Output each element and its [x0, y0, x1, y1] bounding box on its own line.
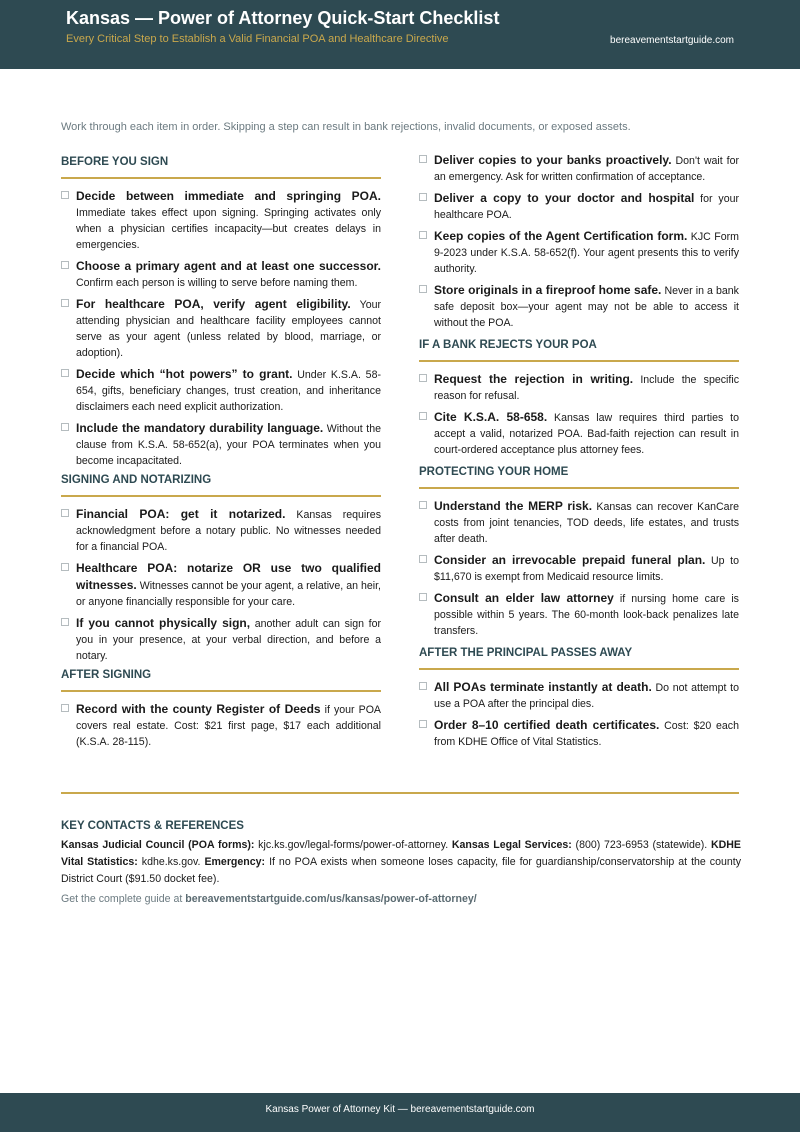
- item-text: if your POA covers real estate. Cost: $21 first page, $17 each additional (K.S.A. 28-115).: [76, 704, 381, 748]
- checklist-item: [419, 498, 739, 547]
- item-text: Don't wait for an emergency. Ask for written confirmation of acceptance.: [434, 155, 740, 183]
- intro-text: Work through each item in order. Skipping a step can result in bank rejections, invalid documents, or exposed assets.: [61, 121, 631, 133]
- checklist-item: [61, 701, 381, 750]
- checklist-item: [61, 188, 381, 253]
- contacts-text: [61, 837, 741, 888]
- section-heading: AFTER SIGNING: [61, 669, 381, 692]
- item-lead: Decide which “hot powers” to grant.: [76, 367, 293, 381]
- checkbox-icon[interactable]: [419, 555, 427, 563]
- checkbox-icon[interactable]: [61, 509, 69, 517]
- checkbox-icon[interactable]: [61, 369, 69, 377]
- checklist-item: [419, 228, 739, 277]
- checkbox-icon[interactable]: [61, 704, 69, 712]
- checkbox-icon[interactable]: [61, 423, 69, 431]
- right-column: [419, 152, 739, 755]
- kjc-label: Kansas Judicial Council (POA forms):: [61, 839, 255, 851]
- page-header: [0, 0, 800, 69]
- checkbox-icon[interactable]: [419, 374, 427, 382]
- item-lead: Financial POA: get it notarized.: [76, 507, 286, 521]
- checkbox-icon[interactable]: [61, 191, 69, 199]
- checklist-item: [419, 409, 739, 458]
- kjc-value[interactable]: kjc.ks.gov/legal-forms/power-of-attorney.: [254, 839, 452, 851]
- item-lead: Understand the MERP risk.: [434, 499, 593, 513]
- section-heading: BEFORE YOU SIGN: [61, 156, 381, 179]
- checklist-item: [61, 615, 381, 664]
- kls-label: Kansas Legal Services:: [451, 839, 572, 851]
- item-lead: Consider an irrevocable prepaid funeral plan.: [434, 553, 706, 567]
- checkbox-icon[interactable]: [61, 563, 69, 571]
- checkbox-icon[interactable]: [419, 285, 427, 293]
- checklist-item: [419, 590, 739, 639]
- section-divider: [61, 792, 739, 794]
- item-text: if nursing home care is possible within 5 years. The 60-month look-back penalizes late transfers.: [434, 593, 739, 637]
- checklist-item: [419, 282, 739, 331]
- guide-prefix: Get the complete guide at: [61, 893, 186, 905]
- key-contacts: [61, 820, 741, 908]
- checkbox-icon[interactable]: [419, 193, 427, 201]
- checklist-item: [61, 258, 381, 291]
- contacts-heading: KEY CONTACTS & REFERENCES: [61, 820, 244, 832]
- item-lead: Order 8–10 certified death certificates.: [434, 718, 660, 732]
- item-text: Without the clause from K.S.A. 58-652(a), your POA terminates when you become incapacitated.: [76, 423, 381, 467]
- item-text: Under K.S.A. 58-654, gifts, beneficiary changes, trust creation, and inheritance disclaimers each need explicit authorization.: [76, 369, 381, 413]
- checkbox-icon[interactable]: [419, 412, 427, 420]
- item-text: Witnesses cannot be your agent, a relative, an heir, or anyone financially responsible for your care.: [76, 580, 381, 608]
- section-heading: PROTECTING YOUR HOME: [419, 466, 739, 489]
- item-text: Up to $11,670 is exempt from Medicaid resource limits.: [434, 555, 740, 583]
- checklist-item: [419, 190, 739, 223]
- page-subtitle: Every Critical Step to Establish a Valid Financial POA and Healthcare Directive: [66, 33, 449, 45]
- item-lead: Healthcare POA: notarize OR use two qualified witnesses.: [76, 561, 381, 592]
- item-text: Immediate takes effect upon signing. Springing activates only when a physician certifies incapacity—but creates delays in emergencies.: [76, 207, 381, 251]
- checkbox-icon[interactable]: [419, 231, 427, 239]
- item-text: KJC Form 9-2023 under K.S.A. 58-652(f). Your agent presents this to verify authority.: [434, 231, 739, 275]
- checklist-item: [61, 506, 381, 555]
- emergency-value: If no POA exists when someone loses capacity, file for guardianship/conservatorship at the county District Court ($91.50 docket fee).: [61, 856, 741, 885]
- kdhe-value[interactable]: kdhe.ks.gov.: [137, 856, 205, 868]
- section-heading: AFTER THE PRINCIPAL PASSES AWAY: [419, 647, 739, 670]
- checkbox-icon[interactable]: [419, 593, 427, 601]
- item-text: Include the specific reason for refusal.: [434, 374, 739, 402]
- item-lead: Store originals in a fireproof home safe.: [434, 283, 662, 297]
- guide-line: [61, 891, 741, 908]
- checkbox-icon[interactable]: [419, 682, 427, 690]
- item-text: Your attending physician and healthcare facility employees cannot serve as your agent (unless related by blood, marriage, or adoption).: [76, 299, 382, 359]
- item-lead: Cite K.S.A. 58-658.: [434, 410, 548, 424]
- checklist-item: [419, 717, 739, 750]
- page-footer: Kansas Power of Attorney Kit — bereavementstartguide.com: [0, 1093, 800, 1132]
- checkbox-icon[interactable]: [61, 299, 69, 307]
- item-lead: For healthcare POA, verify agent eligibility.: [76, 297, 351, 311]
- checklist-item: [61, 420, 381, 469]
- checklist-item: [61, 560, 381, 610]
- checkbox-icon[interactable]: [61, 261, 69, 269]
- kdhe-label: KDHE Vital Statistics:: [61, 839, 741, 868]
- item-lead: Deliver copies to your banks proactively.: [434, 153, 672, 167]
- emergency-label: Emergency:: [204, 856, 266, 868]
- item-text: another adult can sign for you in your presence, at your verbal direction, and before a notary.: [76, 618, 381, 662]
- checklist-item: [419, 152, 739, 185]
- item-lead: Record with the county Register of Deeds: [76, 702, 321, 716]
- item-text: Confirm each person is willing to serve before naming them.: [76, 277, 358, 289]
- page-title: Kansas — Power of Attorney Quick-Start Checklist: [66, 8, 500, 28]
- guide-link[interactable]: bereavementstartguide.com/us/kansas/power-of-attorney/: [185, 893, 477, 905]
- checklist-item: [61, 296, 381, 361]
- item-text: for your healthcare POA.: [434, 193, 739, 221]
- item-text: Kansas law requires third parties to accept a valid, notarized POA. Bad-faith rejection can result in court-ordered acceptance plus attorney fees.: [434, 412, 740, 456]
- item-lead: Include the mandatory durability language.: [76, 421, 324, 435]
- left-column: [61, 152, 381, 755]
- checkbox-icon[interactable]: [419, 501, 427, 509]
- item-lead: If you cannot physically sign,: [76, 616, 251, 630]
- item-lead: Request the rejection in writing.: [434, 372, 634, 386]
- item-text: Kansas requires acknowledgment before a notary public. No witnesses needed for a financial POA.: [76, 509, 381, 553]
- item-lead: All POAs terminate instantly at death.: [434, 680, 652, 694]
- item-lead: Choose a primary agent and at least one successor.: [76, 259, 381, 273]
- header-site-link[interactable]: bereavementstartguide.com: [610, 35, 734, 46]
- item-text: Cost: $20 each from KDHE Office of Vital Statistics.: [434, 720, 739, 748]
- checkbox-icon[interactable]: [419, 720, 427, 728]
- item-lead: Consult an elder law attorney: [434, 591, 614, 605]
- item-text: Kansas can recover KanCare costs from joint tenancies, TOD deeds, life estates, and trusts after death.: [434, 501, 739, 545]
- item-lead: Keep copies of the Agent Certification form.: [434, 229, 688, 243]
- checkbox-icon[interactable]: [61, 618, 69, 626]
- checklist-item: [419, 679, 739, 712]
- checklist-item: [61, 366, 381, 415]
- checklist-item: [419, 552, 739, 585]
- item-text: Do not attempt to use a POA after the principal dies.: [434, 682, 739, 710]
- kls-value: (800) 723-6953 (statewide).: [571, 839, 711, 851]
- item-lead: Decide between immediate and springing POA.: [76, 189, 381, 203]
- section-heading: SIGNING AND NOTARIZING: [61, 474, 381, 497]
- checklist-item: [419, 371, 739, 404]
- item-lead: Deliver a copy to your doctor and hospital: [434, 191, 695, 205]
- section-heading: IF A BANK REJECTS YOUR POA: [419, 339, 739, 362]
- checkbox-icon[interactable]: [419, 155, 427, 163]
- item-text: Never in a bank safe deposit box—your agent may not be able to access it without the POA.: [434, 285, 739, 329]
